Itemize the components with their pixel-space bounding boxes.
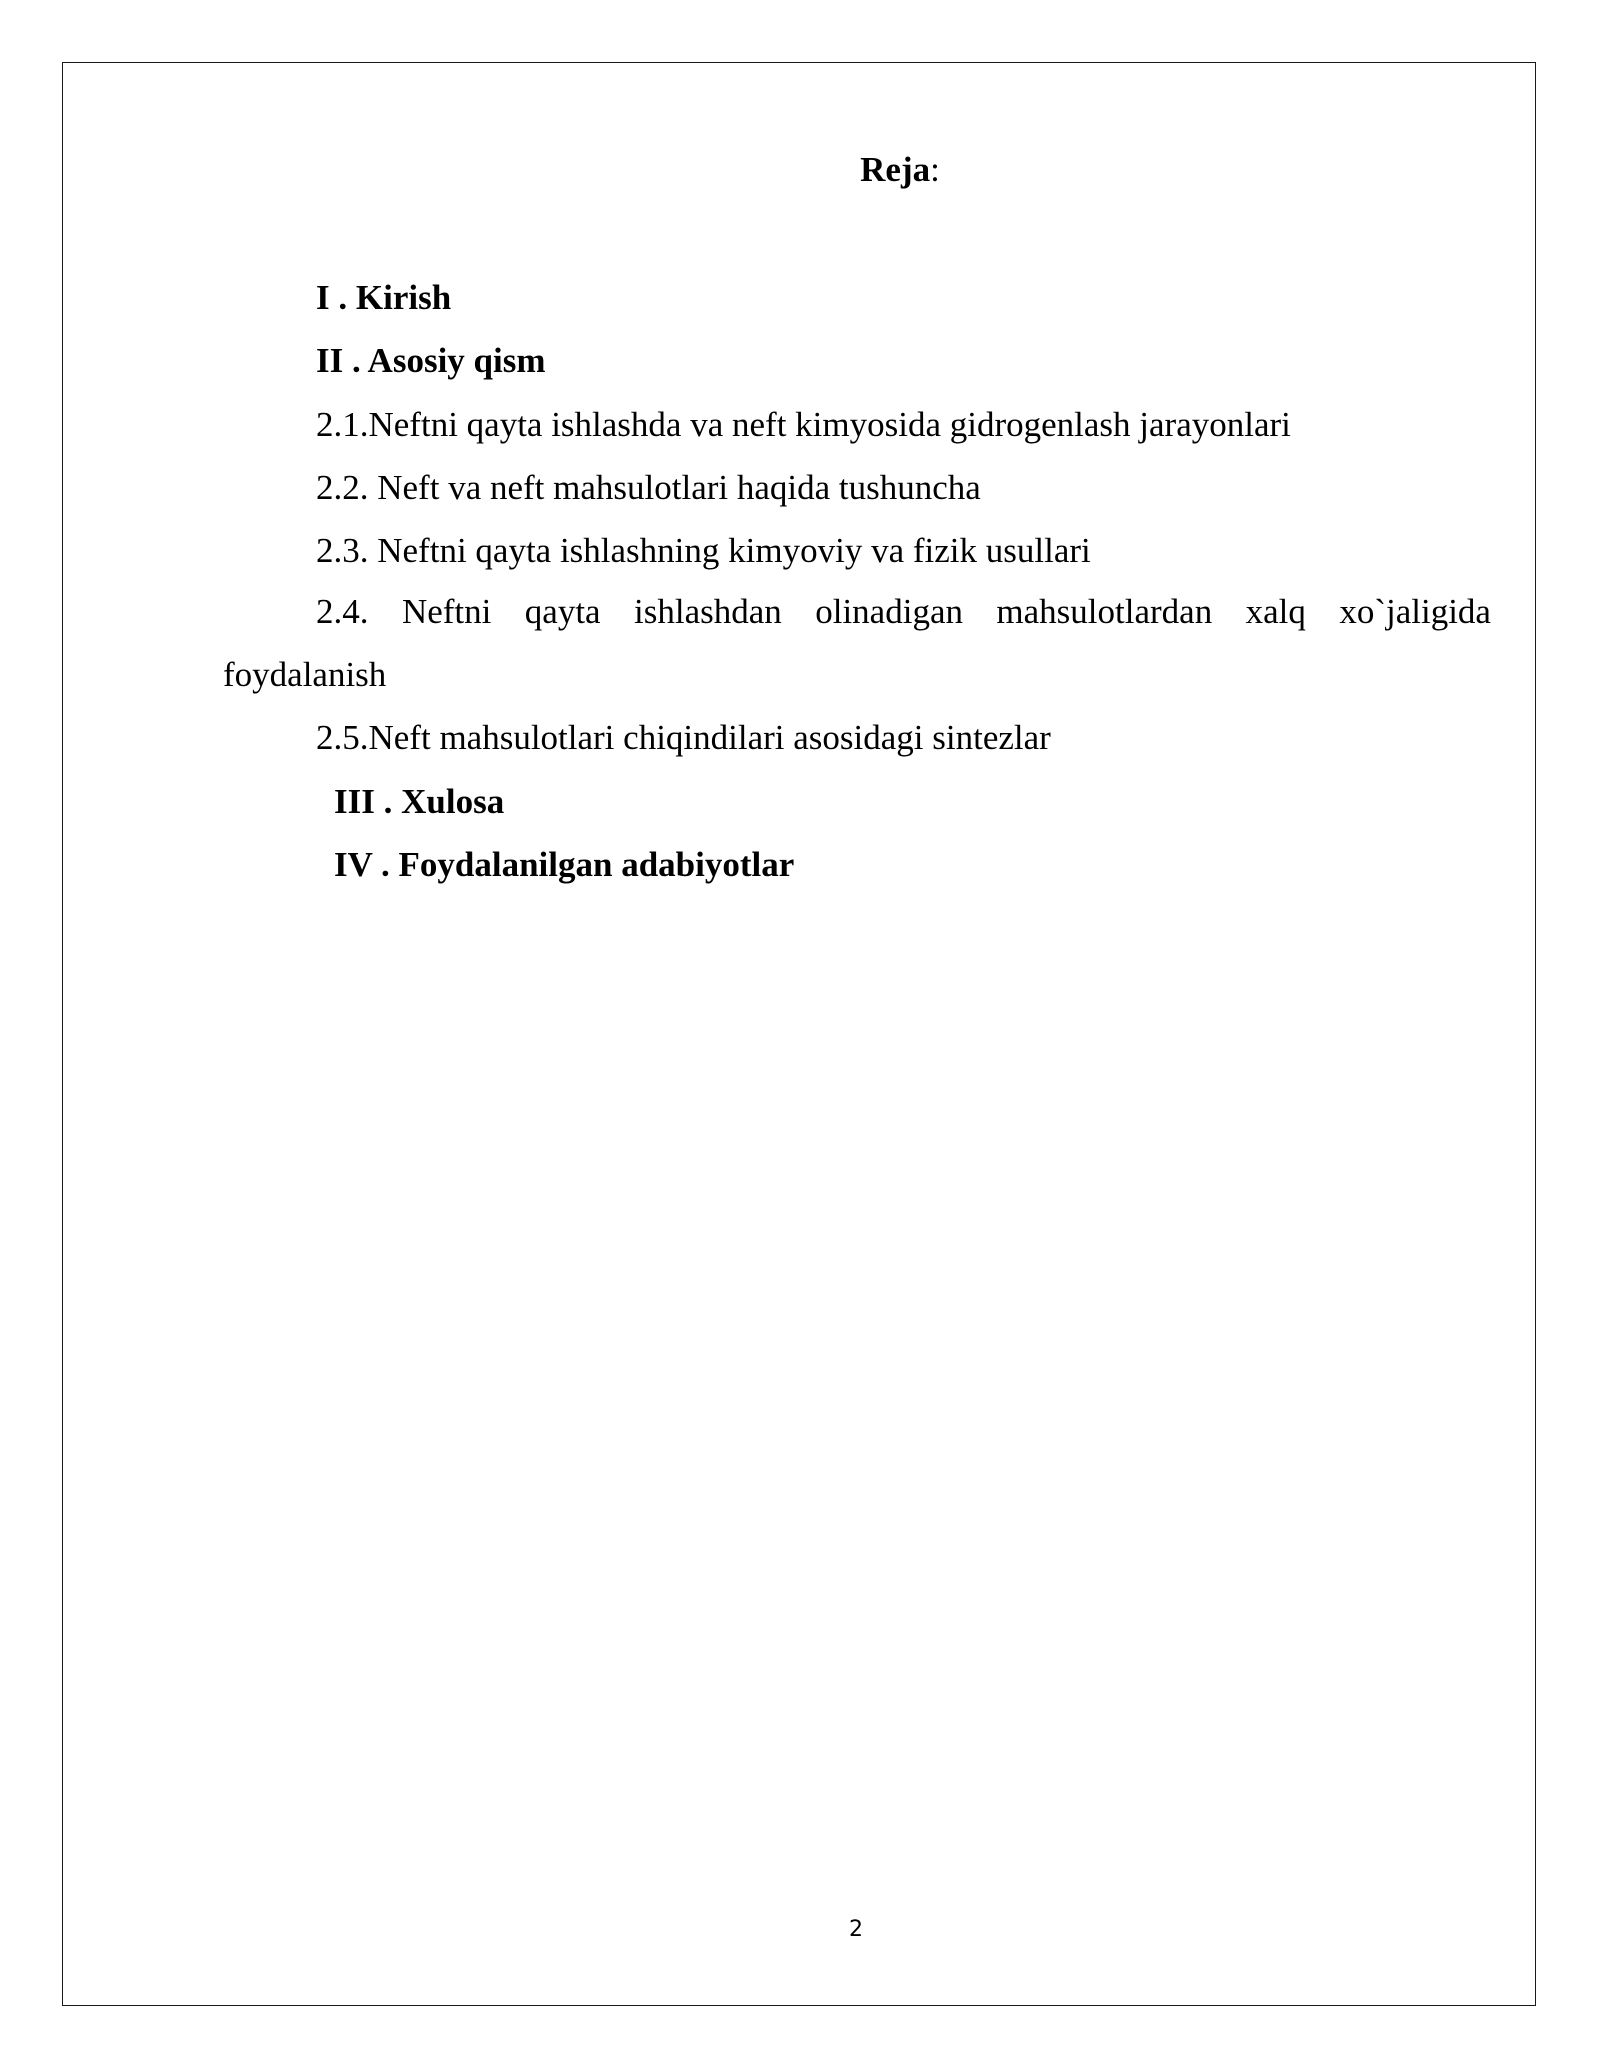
outline-item-2-4-word: Neftni	[401, 592, 492, 631]
outline-item-2-1: 2.1.Neftni qayta ishlashda va neft kimyosida gidrogenlash jarayonlari	[316, 405, 1291, 444]
outline-kirish: I . Kirish	[316, 278, 452, 317]
page-frame	[62, 62, 1536, 2006]
outline-item-2-4-word: olinadigan	[815, 592, 963, 631]
outline-adabiyotlar: IV . Foydalanilgan adabiyotlar	[334, 845, 795, 884]
outline-asosiy-qism: II . Asosiy qism	[316, 341, 546, 380]
outline-item-2-4-word: ishlashdan	[634, 592, 782, 631]
outline-item-2-4-word: xo`jaligida	[1339, 592, 1491, 631]
outline-item-2-3: 2.3. Neftni qayta ishlashning kimyoviy va fizik usullari	[316, 531, 1091, 570]
outline-item-2-4-continuation: foydalanish	[223, 655, 387, 694]
outline-item-2-2: 2.2. Neft va neft mahsulotlari haqida tushuncha	[316, 468, 981, 507]
title-word: Reja	[860, 150, 931, 189]
outline-xulosa: III . Xulosa	[334, 782, 505, 821]
page-title	[0, 146, 1600, 194]
outline-item-2-4	[316, 588, 1491, 636]
outline-item-2-4-word: mahsulotlardan	[996, 592, 1213, 631]
title-colon: :	[930, 150, 940, 189]
outline-item-2-5: 2.5.Neft mahsulotlari chiqindilari asosidagi sintezlar	[316, 718, 1051, 757]
outline-item-2-4-word: 2.4.	[316, 592, 369, 631]
outline-item-2-4-word: xalq	[1245, 592, 1306, 631]
outline-item-2-4-word: qayta	[524, 592, 601, 631]
page-number: 2	[849, 1917, 863, 1942]
